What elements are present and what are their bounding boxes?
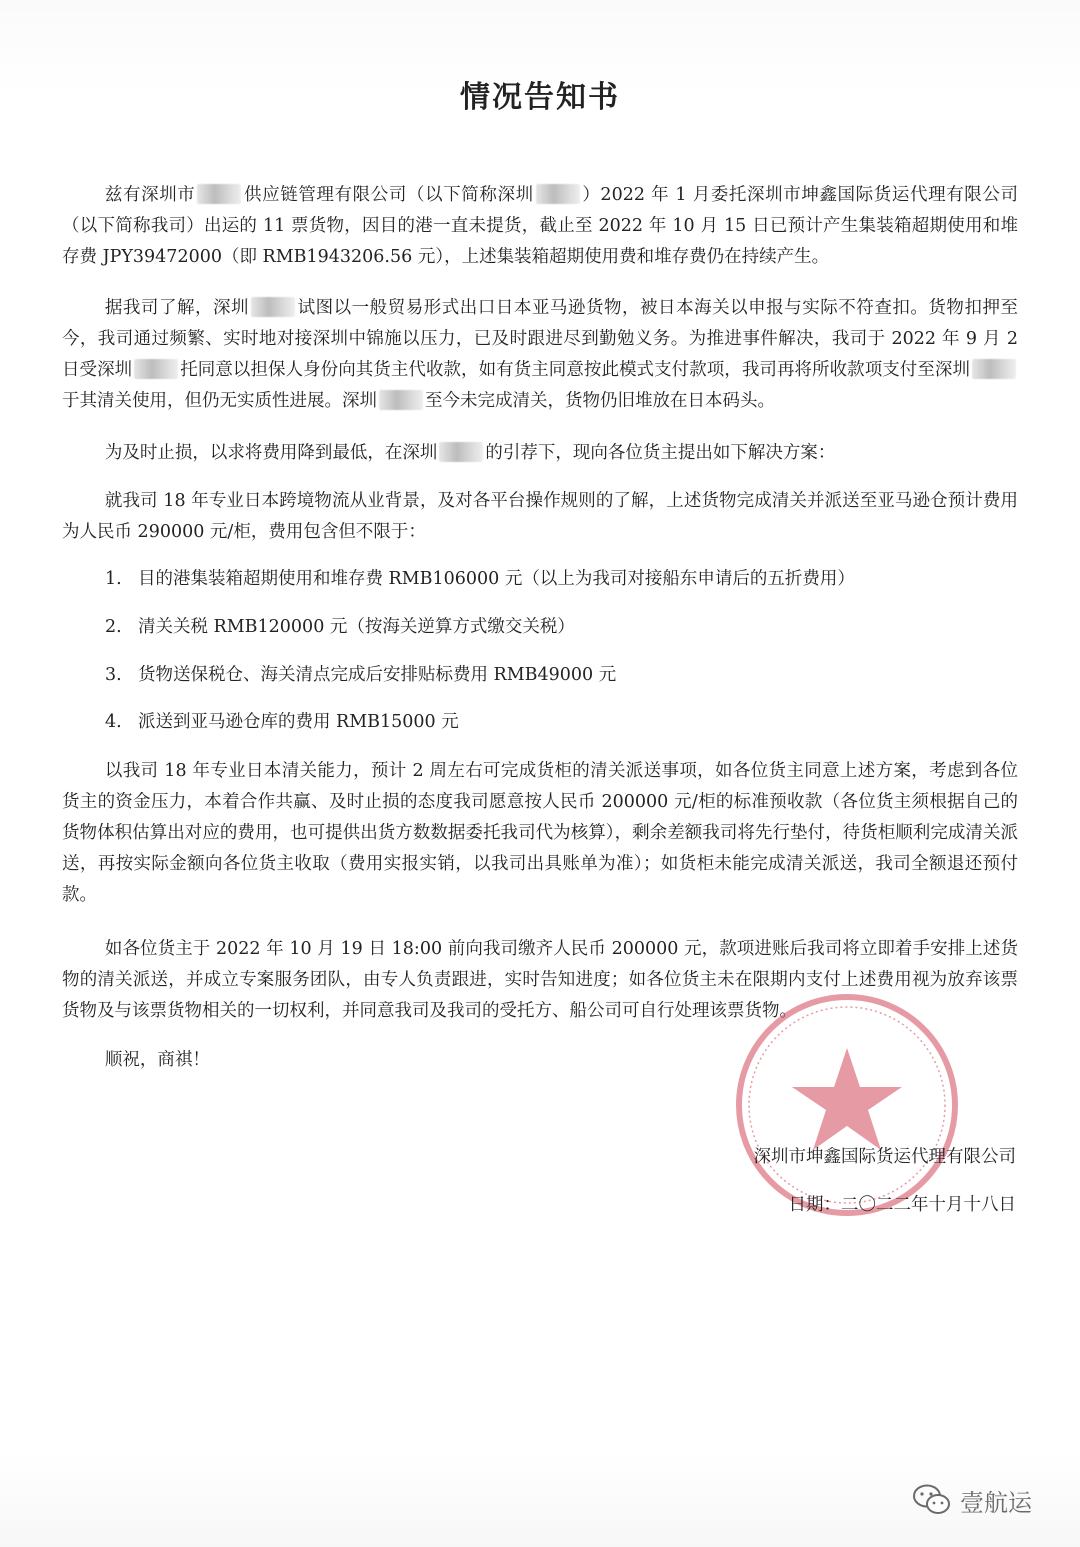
watermark: [912, 1480, 1032, 1520]
fee-item: [105, 660, 1018, 691]
fee-item-number: 3.: [105, 665, 122, 685]
fee-item-number: 1.: [105, 569, 122, 589]
company-seal-stamp: [732, 990, 962, 1220]
text-span: 兹有深圳市: [104, 185, 196, 205]
fee-item: [105, 707, 1018, 738]
document-title: 情况告知书: [460, 80, 620, 115]
fee-item-text: 货物送保税仓、海关清点完成后安排贴标费用 RMB49000 元: [138, 665, 617, 685]
signature-company: 深圳市坤鑫国际货运代理有限公司: [753, 1147, 1016, 1167]
text-span: 为及时止损，以求将费用降到最低，在深圳: [104, 443, 438, 463]
redacted-name: [197, 184, 241, 204]
signature-date: 日期：二〇二二年十月十八日: [788, 1195, 1016, 1215]
text-span: 供应链管理有限公司（以下简称深圳: [243, 185, 534, 205]
redacted-name: [972, 359, 1016, 379]
paragraph-cost-estimate: 就我司 18 年专业日本跨境物流从业背景，及对各平台操作规则的了解，上述货物完成清关并派送至亚马逊仓预计费用为人民币 290000 元/柜，费用包含但不限于：: [62, 491, 1018, 542]
fee-item-text: 清关关税 RMB120000 元（按海关逆算方式缴交关税）: [138, 617, 575, 637]
watermark-text: 壹航运: [960, 1488, 1032, 1517]
fee-item: [105, 612, 1018, 643]
text-span: 试图以一般贸易形式出口日本亚马逊货物，被日本海关以申报与实际不符查扣。货物扣押至今，我司通过频繁、实时地对接深圳中锦施以压力，已及时跟进尽到勤勉义务。为推进事件解决，我司于 2022 年 9 月 2 日受深圳: [62, 298, 1018, 380]
fee-item-number: 2.: [105, 617, 122, 637]
redacted-name: [439, 442, 483, 462]
text-span: 据我司了解，深圳: [104, 298, 250, 318]
paragraph-proposal-intro: [62, 438, 1018, 469]
fee-item-number: 4.: [105, 712, 122, 732]
wechat-icon: [912, 1483, 952, 1517]
fee-item-text: 目的港集装箱超期使用和堆存费 RMB106000 元（以上为我司对接船东申请后的五折费用）: [138, 569, 855, 589]
redacted-name: [536, 184, 580, 204]
paragraph-intro: [62, 180, 1018, 273]
text-span: ）2022 年 1 月委托深圳市坤鑫国际货运代理有限公司（以下简称我司）出运的 11 票货物，因目的港一直未提货，截止至 2022 年 10 月 15 日已预计产生集装箱超期使用和堆存费 JPY39472000（即 RMB1943206.56 元），上述集装箱超期使用费和堆存费仍在持续产生。: [62, 185, 1019, 267]
text-span: 于其清关使用，但仍无实质性进展。深圳: [62, 391, 377, 411]
text-span: 托同意以担保人身份向其货主代收款，如有货主同意按此模式支付款项，我司再将所收款项支付至深圳: [180, 360, 970, 380]
redacted-name: [251, 297, 295, 317]
text-span: 至今未完成清关，货物仍旧堆放在日本码头。: [425, 391, 775, 411]
redacted-name: [134, 359, 178, 379]
paragraph-payment-terms: 以我司 18 年专业日本清关能力，预计 2 周左右可完成货柜的清关派送事项，如各位货主同意上述方案，考虑到各位货主的资金压力，本着合作共赢、及时止损的态度我司愿意按人民币 200000 元/柜的标准预收款（各位货主须根据自己的货物体积估算出对应的费用，也可提供出货方数数据委托我司代为核算），剩余差额我司将先行垫付，待货柜顺利完成清关派送，再按实际金额向各位货主收取（费用实报实销，以我司出具账单为准）；如货柜未能完成清关派送，我司全额退还预付款。: [62, 761, 1018, 905]
paragraph-deadline: 如各位货主于 2022 年 10 月 19 日 18:00 前向我司缴齐人民币 200000 元，款项进账后我司将立即着手安排上述货物的清关派送，并成立专案服务团队，由专人负责跟进，实时告知进度；如各位货主未在限期内支付上述费用视为放弃该票货物及与该票货物相关的一切权利，并同意我司及我司的受托方、船公司可自行处理该票货物。: [62, 939, 1018, 1021]
text-span: 的引荐下，现向各位货主提出如下解决方案：: [485, 443, 836, 463]
fee-item-text: 派送到亚马逊仓库的费用 RMB15000 元: [138, 712, 459, 732]
redacted-name: [379, 390, 423, 410]
paragraph-closing: 顺祝，商祺！: [104, 1050, 210, 1070]
paragraph-background: [62, 293, 1018, 417]
fee-item: [105, 564, 1018, 595]
